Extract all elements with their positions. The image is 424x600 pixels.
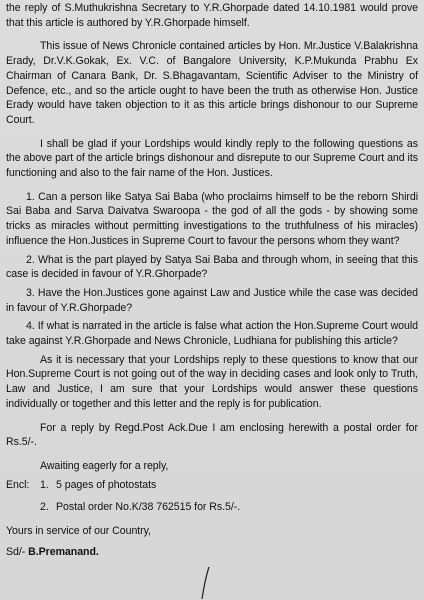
enclosure-number: 2.	[40, 501, 49, 514]
signature-prefix: Sd/-	[6, 545, 26, 558]
paragraph-news-chronicle: This issue of News Chronicle contained articles by Hon. Mr.Justice V.Balakrishna Erady, Dr.V.K.Gokak, Ex. V.C. of Bangalore University, K.P.Mukunda Prabhu Ex Chairman of Canara Bank, Dr. S.Bhagavantam, Scientific Adviser to the Ministry of Defence, etc., and so the article ought to have been the truth as otherwise Hon. Justice Erady would have taken objection to it as this article brings dishonour to our Supreme Court.	[6, 40, 418, 126]
enclosure-text: 5 pages of photostats	[56, 478, 157, 491]
closing-line: Yours in service of our Country,	[6, 525, 152, 538]
paragraph-necessity: As it is necessary that your Lordships reply to these questions to know that our Hon.Supreme Court is not going out of the way in deciding cases and look only to Truth, Law and Justice, I am sure that your Lordships would answer these questions individually or together and this letter and the reply is for publication.	[6, 353, 418, 410]
paragraph-request: I shall be glad if your Lordships would kindly reply to the following questions as the above part of the article brings dishonour and disrepute to our Supreme Court and its functioning and also to the fair name of the Hon. Justices.	[6, 137, 418, 180]
question-4: 4. If what is narrated in the article is false what action the Hon.Supreme Court would take against Y.R.Ghorpade and News Chronicle, Ludhiana for publishing this article?	[6, 320, 418, 348]
pen-stroke-mark	[200, 566, 212, 600]
paragraph-postal-order: For a reply by Regd.Post Ack.Due I am enclosing herewith a postal order for Rs.5/-.	[6, 421, 418, 449]
paragraph-authorship: the reply of S.Muthukrishna Secretary to Y.R.Ghorpade dated 14.10.1981 would prove that this article is authored by Y.R.Ghorpade himself.	[6, 2, 418, 29]
question-2: 2. What is the part played by Satya Sai Baba and through whom, in seeing that this case is decided in favour of Y.R.Ghorpade?	[6, 253, 418, 281]
enclosure-row-1	[6, 478, 418, 493]
enclosure-text: Postal order No.K/38 762515 for Rs.5/-.	[56, 501, 241, 514]
enclosure-label: Encl:	[6, 478, 30, 491]
signature	[6, 545, 418, 560]
enclosure-number: 1.	[40, 478, 49, 491]
question-3: 3. Have the Hon.Justices gone against Law and Justice while the case was decided in favour of Y.R.Ghorpade?	[6, 286, 418, 314]
enclosure-row-2	[6, 500, 418, 515]
paragraph-awaiting: Awaiting eagerly for a reply,	[40, 459, 169, 472]
question-1: 1. Can a person like Satya Sai Baba (who proclaims himself to be the reborn Shirdi Sai Baba and Sarva Daivatva Swaroopa - the god of all the gods - by showing some tricks as miracles without permitting investigations to the truthfulness of his miracles) influence the Hon.Justices in Supreme Court to favour the persons whom they want?	[6, 190, 418, 247]
signature-name: B.Premanand.	[28, 545, 99, 558]
